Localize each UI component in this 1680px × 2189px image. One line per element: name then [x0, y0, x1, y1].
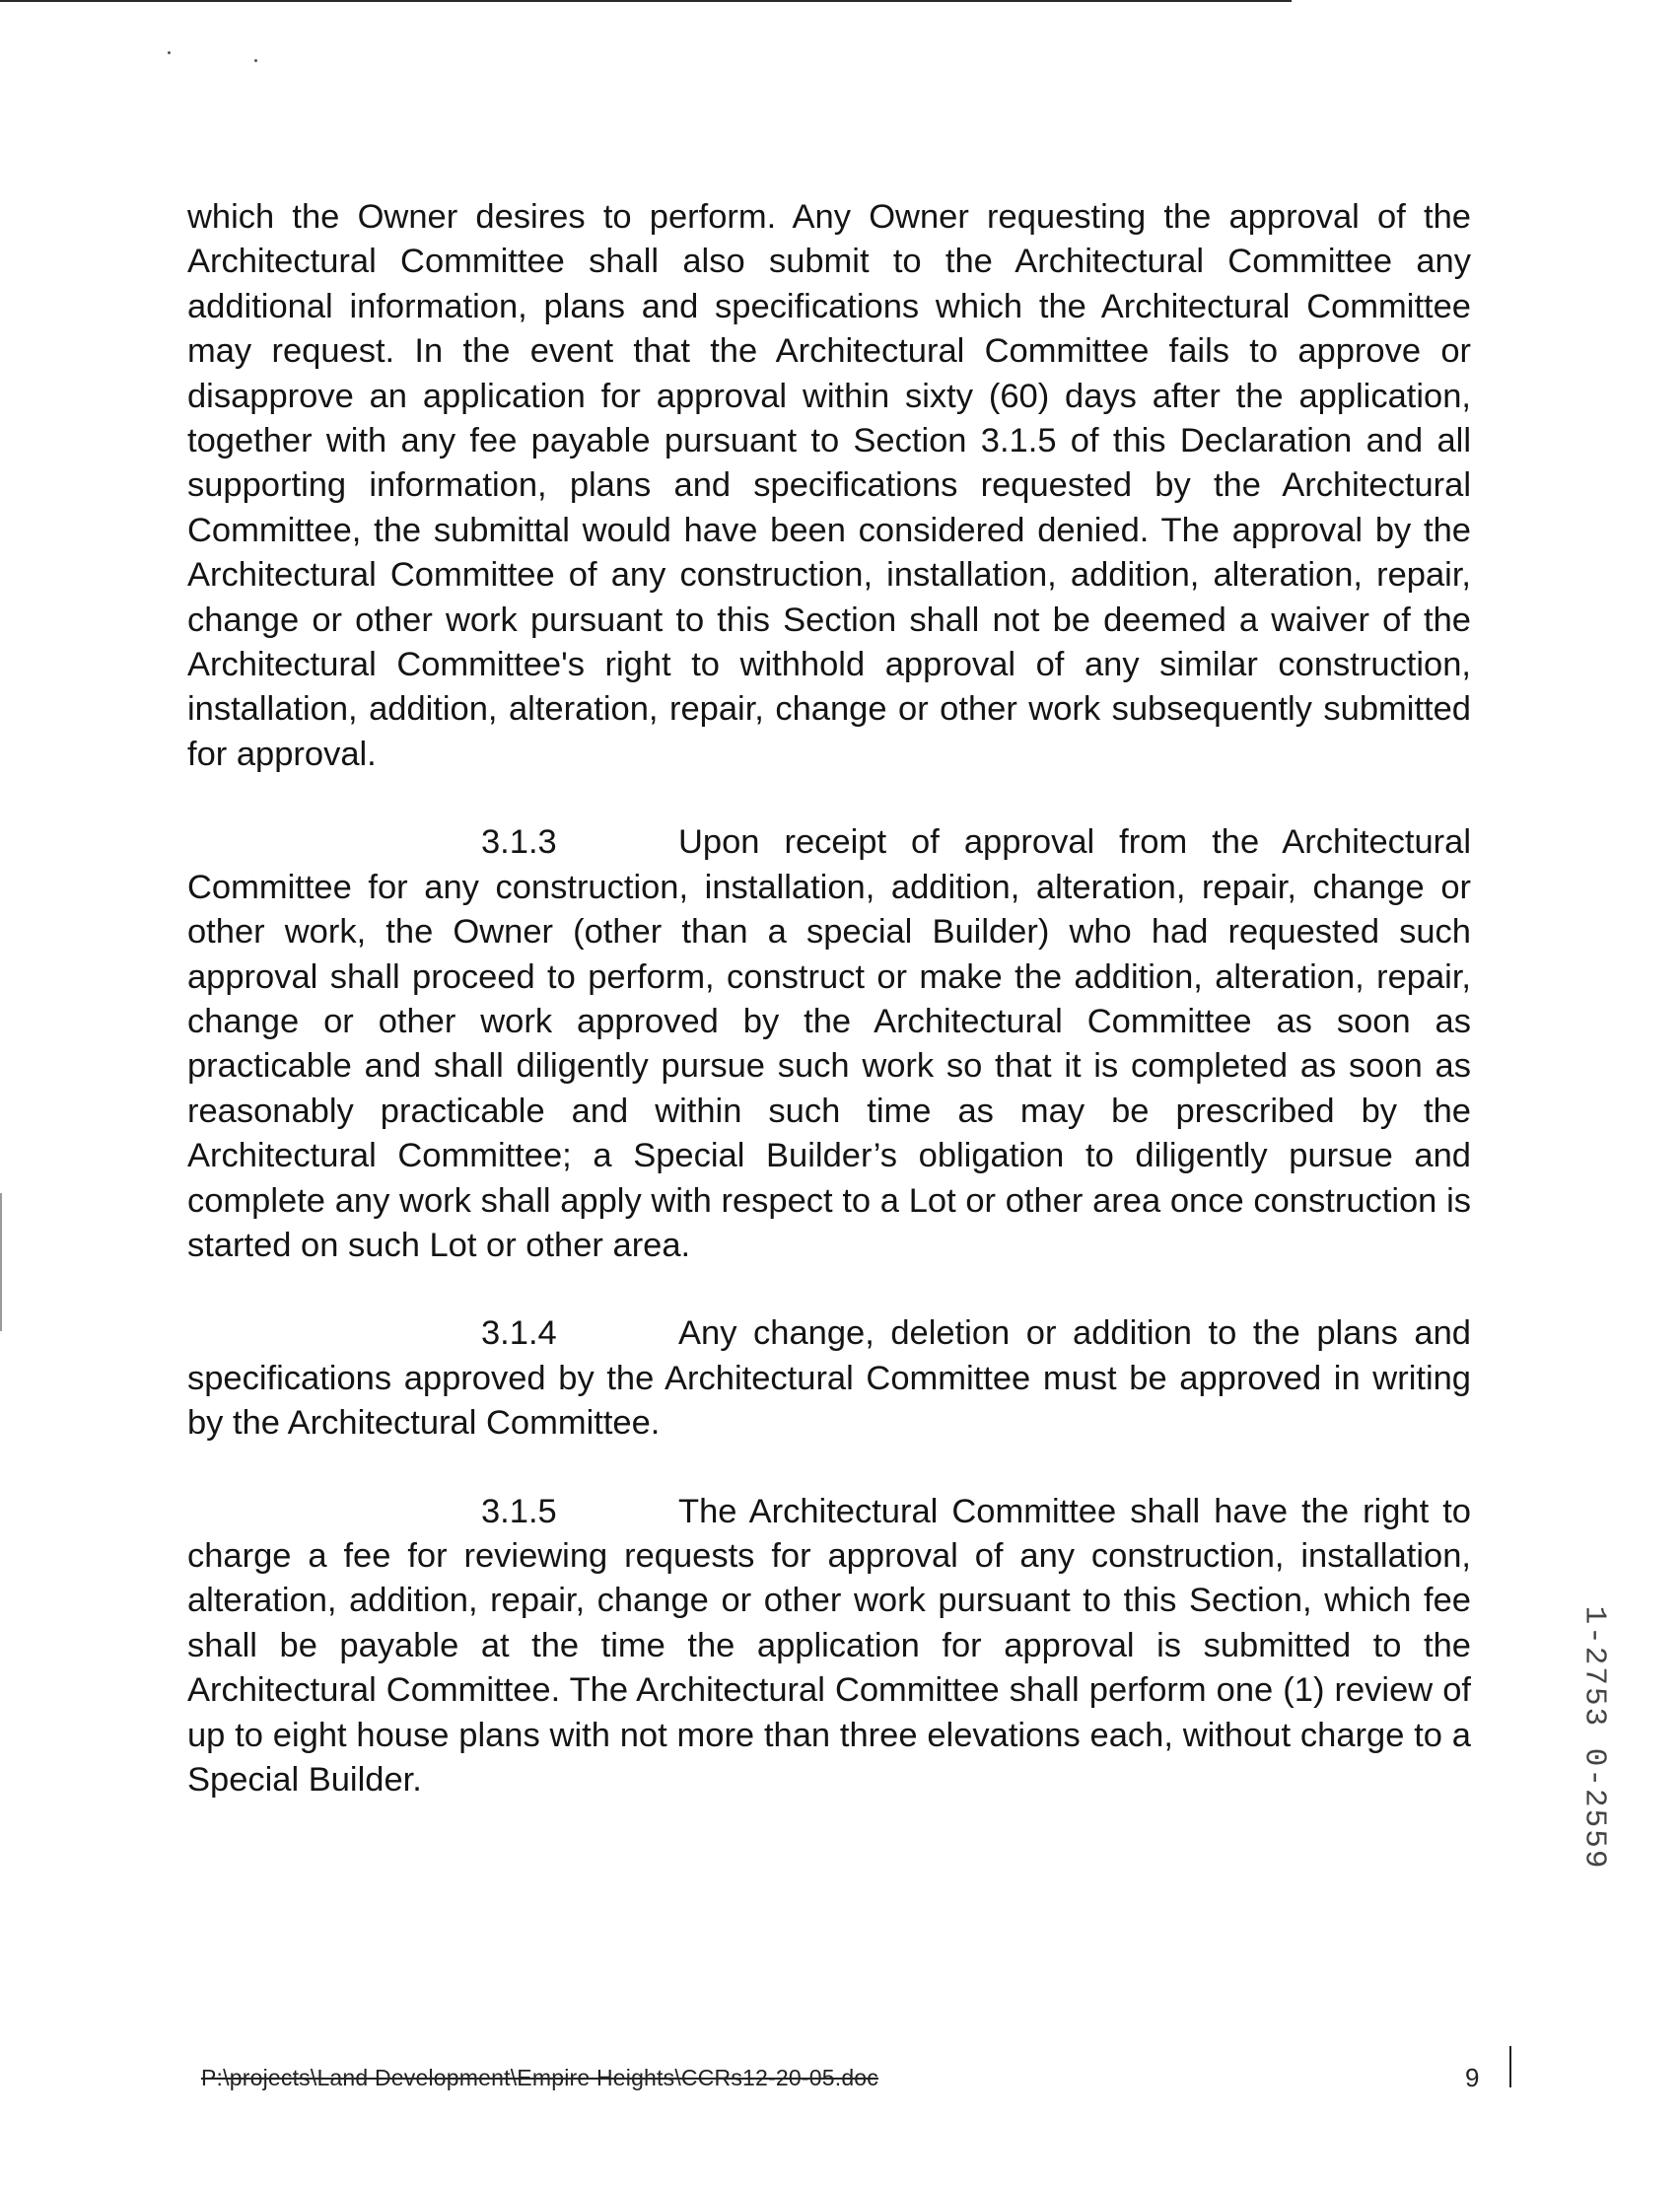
paragraph-continuation	[187, 195, 1471, 777]
page-number-bar	[1509, 2046, 1511, 2087]
section-number: 3.1.3	[481, 823, 557, 862]
footer-file-path: P:\projects\Land Development\Empire Heights\CCRs12-20-05.doc	[201, 2065, 878, 2090]
scan-speck	[168, 51, 171, 54]
paragraph-text: Any change, deletion or addition to the plans and specifications approved by the Architectural Committee must be approved in writing by the Architectural Committee.	[187, 1314, 1471, 1443]
body-text	[187, 195, 1471, 1846]
paragraph-text: The Architectural Committee shall have the right to charge a fee for reviewing requests for approval of any construction, installation, alteration, addition, repair, change or other work pursuant to this Section, which fee shall be payable at the time the application for approval is submitted to the Architectural Committee. The Architectural Committee shall perform one (1) review of up to eight house plans with not more than three elevations each, without charge to a Special Builder.	[187, 1492, 1471, 1799]
paragraph-3-1-3	[187, 820, 1471, 1268]
scan-top-rule	[0, 0, 1292, 2]
section-number: 3.1.5	[481, 1492, 557, 1530]
scan-speck	[254, 59, 257, 62]
paragraph-3-1-4	[187, 1311, 1471, 1446]
paragraph-3-1-5	[187, 1490, 1471, 1803]
paragraph-text: which the Owner desires to perform. Any Owner requesting the approval of the Architectural Committee shall also submit to the Architectural Committee any additional information, plans and specifications which the Architectural Committee may request. In the event that the Architectural Committee fails to approve or disapprove an application for approval within sixty (60) days after the application, together with any fee payable pursuant to Section 3.1.5 of this Declaration and all supporting information, plans and specifications requested by the Architectural Committee, the submittal would have been considered denied. The approval by the Architectural Committee of any construction, installation, addition, alteration, repair, change or other work pursuant to this Section shall not be deemed a waiver of the Architectural Committee's right to withhold approval of any similar construction, installation, addition, alteration, repair, change or other work subsequently submitted for approval.	[187, 198, 1471, 773]
paragraph-text: Upon receipt of approval from the Architectural Committee for any construction, installation, addition, alteration, repair, change or other work, the Owner (other than a special Builder) who had requested such approval shall proceed to perform, construct or make the addition, alteration, repair, change or other work approved by the Architectural Committee as soon as practicable and shall diligently pursue such work so that it is completed as soon as reasonably practicable and within such time as may be prescribed by the Architectural Committee; a Special Builder’s obligation to diligently pursue and complete any work shall apply with respect to a Lot or other area once construction is started on such Lot or other area.	[187, 823, 1471, 1264]
scan-edge-mark	[0, 1193, 2, 1331]
page-number: 9	[1465, 2063, 1480, 2092]
margin-stamp	[1575, 1589, 1614, 1885]
margin-stamp-text: 1-2753 0-2559	[1576, 1605, 1612, 1870]
section-number: 3.1.4	[481, 1314, 557, 1353]
